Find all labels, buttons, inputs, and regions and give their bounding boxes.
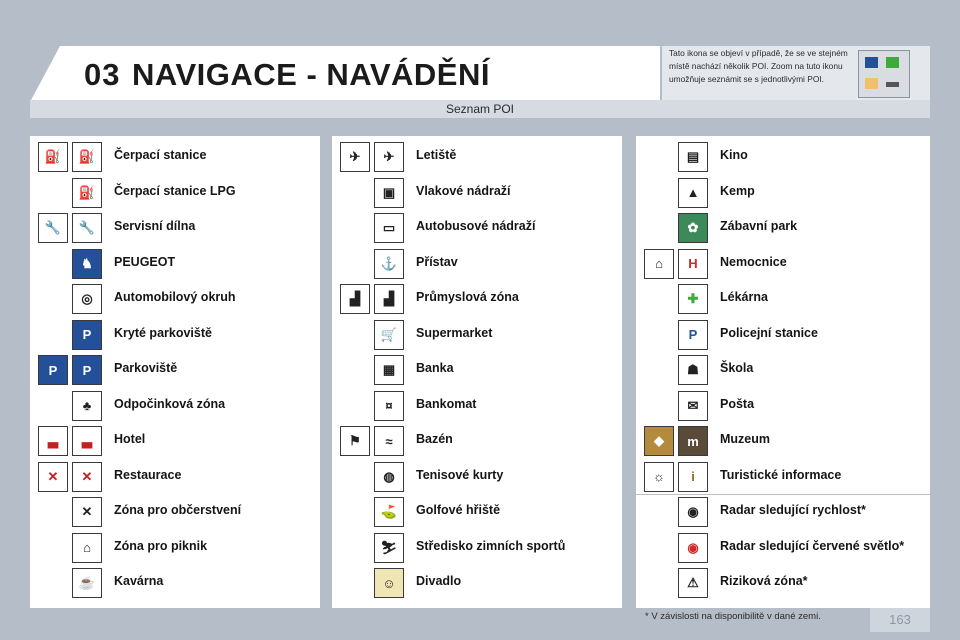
parking-icon: P [38, 355, 68, 385]
poi-list-item [332, 211, 622, 247]
airplane-icon: ✈ [374, 142, 404, 172]
poi-label: Autobusové nádraží [416, 219, 536, 233]
wrench-icon: 🔧 [38, 213, 68, 243]
poi-label: Průmyslová zóna [416, 290, 519, 304]
poi-label: Zábavní park [720, 219, 798, 233]
covered-parking-icon: P [72, 320, 102, 350]
poi-list-item [636, 247, 930, 283]
poi-list-item [30, 140, 320, 176]
lpg-pump-icon: ⛽ [72, 178, 102, 208]
poi-label: Kemp [720, 183, 755, 198]
coffee-cup-icon: ☕ [72, 568, 102, 598]
fuel-pump-icon: ⛽ [72, 142, 102, 172]
refreshment-icon: ✕ [72, 497, 102, 527]
poi-column-1 [30, 136, 320, 608]
poi-list-item [636, 318, 930, 354]
picnic-icon: ⌂ [72, 533, 102, 563]
poi-list-item [636, 176, 930, 212]
red-light-camera-icon: ◉ [678, 533, 708, 563]
poi-label: Kavárna [114, 574, 164, 588]
poi-label: Nemocnice [720, 254, 787, 269]
poi-label: Středisko zimních sportů [416, 538, 566, 553]
poi-label: Čerpací stanice LPG [114, 183, 236, 198]
poi-dots [886, 82, 899, 87]
poi-list-item [636, 495, 930, 531]
poi-list-item [30, 531, 320, 567]
poi-list-item [636, 531, 930, 567]
bed-icon: ▃ [72, 426, 102, 456]
tennis-icon: ◍ [374, 462, 404, 492]
poi-list-item [30, 247, 320, 283]
hospital-building-icon: ⌂ [644, 249, 674, 279]
poi-label: Tenisové kurty [416, 467, 504, 482]
hospital-h-icon: H [678, 249, 708, 279]
school-children-icon: ☗ [678, 355, 708, 385]
sports-icon: ⚑ [340, 426, 370, 456]
poi-label: Supermarket [416, 325, 493, 340]
poi-list-item [636, 460, 930, 496]
amusement-park-icon: ✿ [678, 213, 708, 243]
poi-label: Radar sledující červené světlo* [720, 538, 905, 553]
museum-icon: ◆ [644, 426, 674, 456]
poi-list-item [332, 247, 622, 283]
tourist-sight-icon: ☼ [644, 462, 674, 492]
poi-label: Automobilový okruh [114, 290, 236, 304]
section-subtitle: Seznam POI [30, 100, 930, 118]
camping-icon: ▲ [678, 178, 708, 208]
poi-label: Čerpací stanice [114, 148, 207, 162]
poi-label: Banka [416, 361, 454, 375]
poi-list-item [332, 566, 622, 602]
poi-column-2 [332, 136, 622, 608]
footnote: * V závislosti na disponibilitě v dané zemi. [645, 611, 821, 622]
poi-list-item [30, 566, 320, 602]
poi-label: Letiště [416, 148, 457, 162]
poi-label: Restaurace [114, 467, 182, 482]
poi-label: Riziková zóna* [720, 574, 808, 588]
golf-icon: ⛳ [374, 497, 404, 527]
poi-list-item [30, 460, 320, 496]
poi-label: Bankomat [416, 396, 477, 411]
poi-label: Kryté parkoviště [114, 325, 212, 340]
poi-label: Vlakové nádraží [416, 183, 511, 198]
theatre-icon: ☺ [374, 568, 404, 598]
rest-area-icon: ♣ [72, 391, 102, 421]
poi-label: Parkoviště [114, 361, 178, 375]
factory-icon: ▟ [374, 284, 404, 314]
poi-label: Radar sledující rychlost* [720, 503, 866, 517]
poi-list-item [332, 460, 622, 496]
poi-label: Odpočinková zóna [114, 396, 226, 411]
poi-label: Škola [720, 361, 754, 375]
poi-list-item [30, 353, 320, 389]
poi-list-item [636, 566, 930, 602]
poi-blue-square [865, 57, 878, 68]
poi-label: Servisní dílna [114, 219, 196, 233]
museum-m-icon: m [678, 426, 708, 456]
poi-list-item [30, 389, 320, 425]
page-title: NAVIGACE - NAVÁDĚNÍ [132, 57, 490, 92]
poi-label: Pošta [720, 396, 755, 411]
poi-list-item [636, 353, 930, 389]
poi-label: Lékárna [720, 290, 768, 304]
poi-list-item [332, 282, 622, 318]
swimmer-icon: ≈ [374, 426, 404, 456]
poi-list-item [332, 318, 622, 354]
multi-poi-icon [858, 50, 910, 98]
chapter-number: 03 [84, 57, 121, 92]
peugeot-lion-icon: ♞ [72, 249, 102, 279]
poi-label: Divadlo [416, 574, 462, 588]
poi-list-item [636, 389, 930, 425]
race-circuit-icon: ◎ [72, 284, 102, 314]
poi-list-item [332, 140, 622, 176]
poi-label: Turistické informace [720, 467, 842, 482]
parking-icon: P [72, 355, 102, 385]
poi-list-item [332, 176, 622, 212]
bed-icon: ▃ [38, 426, 68, 456]
poi-list-item [30, 211, 320, 247]
poi-label: Přístav [416, 254, 458, 269]
poi-list-item [30, 424, 320, 460]
info-icon: i [678, 462, 708, 492]
warning-zone-icon: ⚠ [678, 568, 708, 598]
poi-list-item [332, 495, 622, 531]
poi-list-item [30, 176, 320, 212]
intro-text: Tato ikona se objeví v případě, že se ve stejném místě nachází několik POI. Zoom na tuto ikonu umožňuje seznámit se s jednotlivými POI. [669, 48, 848, 85]
speed-camera-icon: ◉ [678, 497, 708, 527]
cutlery-icon: ✕ [72, 462, 102, 492]
poi-list-item [636, 424, 930, 460]
poi-column-3 [636, 136, 930, 608]
harbour-icon: ⚓ [374, 249, 404, 279]
pharmacy-cross-icon: ✚ [678, 284, 708, 314]
airport-icon: ✈ [340, 142, 370, 172]
poi-green-square [886, 57, 899, 68]
page-number: 163 [870, 608, 930, 632]
poi-label: Hotel [114, 432, 146, 446]
poi-label: Policejní stanice [720, 325, 818, 340]
poi-list-item [636, 211, 930, 247]
train-icon: ▣ [374, 178, 404, 208]
envelope-icon: ✉ [678, 391, 708, 421]
poi-label: Golfové hřiště [416, 503, 501, 517]
poi-label: Zóna pro občerstvení [114, 503, 242, 517]
film-icon: ▤ [678, 142, 708, 172]
poi-orange-square [865, 78, 878, 89]
cutlery-icon: ✕ [38, 462, 68, 492]
skier-icon: ⛷ [374, 533, 404, 563]
fuel-pump-icon: ⛽ [38, 142, 68, 172]
police-icon: P [678, 320, 708, 350]
poi-list-item [332, 531, 622, 567]
poi-list-item [636, 282, 930, 318]
poi-list-item [636, 140, 930, 176]
poi-list-item [30, 282, 320, 318]
poi-list-item [30, 495, 320, 531]
poi-label: Muzeum [720, 432, 770, 446]
poi-label: Zóna pro piknik [114, 538, 208, 553]
poi-label: Kino [720, 148, 748, 162]
poi-label: Bazén [416, 432, 453, 446]
atm-icon: ¤ [374, 391, 404, 421]
wrench-icon: 🔧 [72, 213, 102, 243]
poi-label: PEUGEOT [114, 254, 176, 269]
factory-icon: ▟ [340, 284, 370, 314]
poi-list-item [332, 424, 622, 460]
poi-list-item [30, 318, 320, 354]
poi-list-item [332, 353, 622, 389]
shopping-cart-icon: 🛒 [374, 320, 404, 350]
bank-icon: ▦ [374, 355, 404, 385]
bus-icon: ▭ [374, 213, 404, 243]
poi-list-item [332, 389, 622, 425]
